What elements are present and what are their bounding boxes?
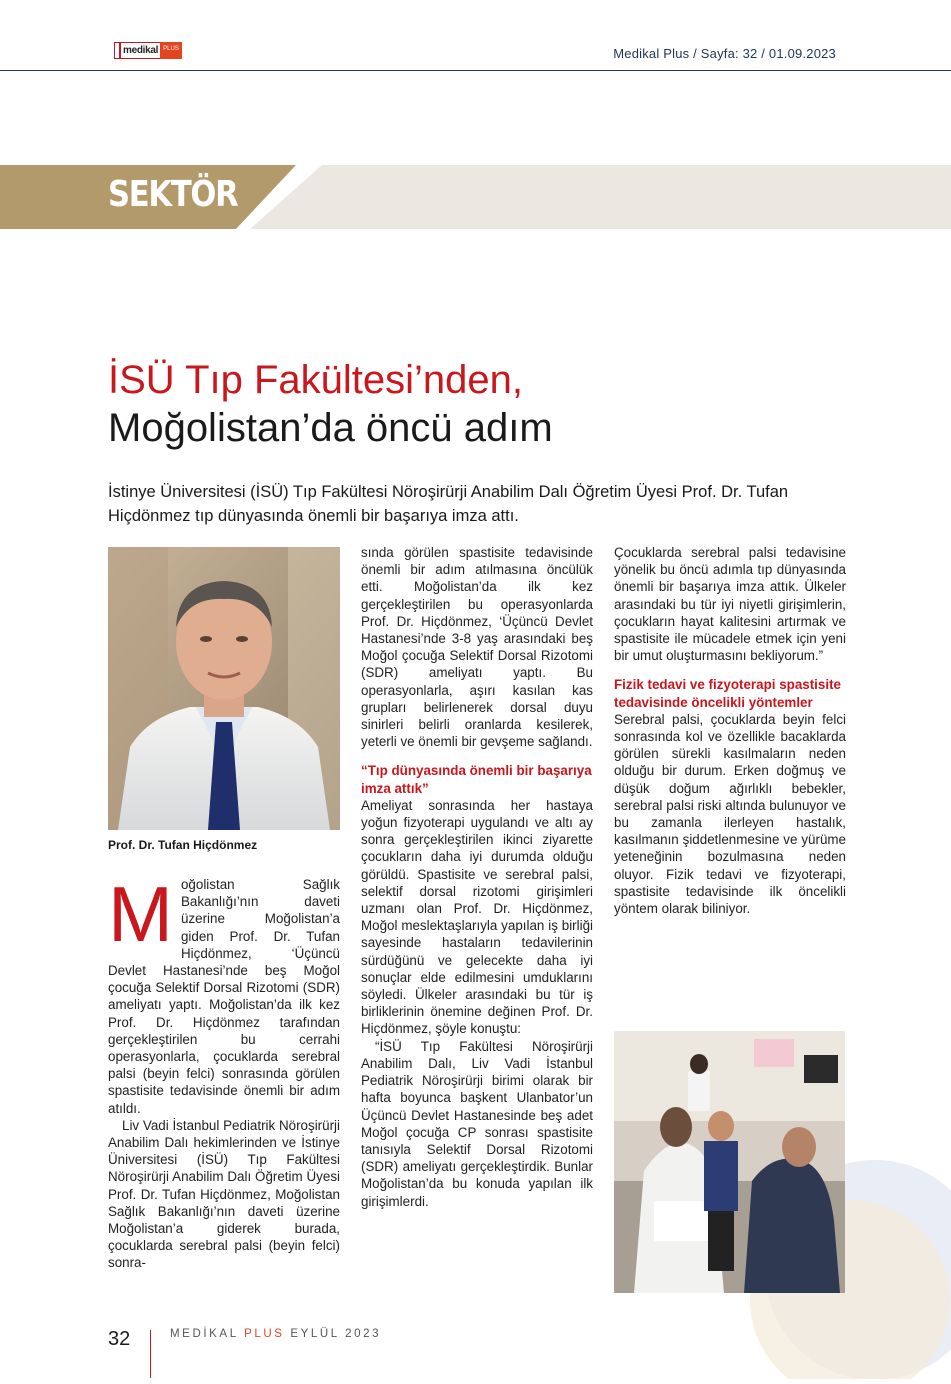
footer-issue: EYLÜL 2023 xyxy=(290,1328,382,1340)
article-title-line1: İSÜ Tıp Fakültesi’nden, xyxy=(108,358,524,402)
top-header-bar xyxy=(0,0,951,71)
footer-magazine-name: MEDİKAL xyxy=(170,1328,239,1340)
drop-cap: M xyxy=(108,870,173,958)
section-label: SEKTÖR xyxy=(108,174,238,215)
column1-paragraph1 xyxy=(108,870,340,1117)
page-info: Medikal Plus / Sayfa: 32 / 01.09.2023 xyxy=(613,46,836,61)
logo-sub-text: PLUS xyxy=(160,42,182,59)
column1-paragraph1-text: oğolistan Sağlık Bakanlığı’nın daveti üzerine Moğolistan’a giden Prof. Dr. Tufan Hiçdönmez, ‘Üçüncü Devlet Hastanesi’nde beş Moğol çocuğa Selektif Dorsal Rizotomi (SDR) ameliyatı yaptı. Moğolistan’da ilk kez Prof. Dr. Hiçdönmez tarafından gerçekleştirilen bu cerrahi operasyonlarla, çocuklarda serebral palsi (beyin felci) sonrasında görülen spastisite tedavisinde önemli bir adım atıldı. xyxy=(108,877,340,1116)
photo-caption: Prof. Dr. Tufan Hiçdönmez xyxy=(108,838,258,852)
article-column-1 xyxy=(108,870,340,1272)
column1-paragraph2: Liv Vadi İstanbul Pediatrik Nöroşirürji Anabilim Dalı hekimlerinden ve İstinye Üniversitesi (İSÜ) Tıp Fakültesi Nöroşirürji Anabilim Dalı Öğretim Üyesi Prof. Dr. Tufan Hiçdönmez, Moğolistan Sağlık Bakanlığı’nın daveti üzerine Moğolistan’a giderek burada, çocuklarda serebral palsi (beyin felci) sonra- xyxy=(108,1117,340,1271)
column3-paragraph1: Çocuklarda serebral palsi tedavisine yönelik bu öncü adımla tıp dünyasında önemli bir başarıya imza attık. Ülkeler arasındaki bu tür iyi niyetli girişimlerin, çocukların hayat kalitesini artırmak ve spastisite ile mücadele etmek için yeni bir umut oluşturmasını bekliyorum.” xyxy=(614,545,846,664)
article-title-line2: Moğolistan’da öncü adım xyxy=(108,406,553,450)
page-number: 32 xyxy=(108,1328,131,1350)
column3-paragraph2: Serebral palsi, çocuklarda beyin felci sonrasında kol ve özellikle bacaklarda görülen sürekli kasılmaların neden olduğu bir durum. Erken doğmuş ve düşük doğum ağırlıklı bebekler, serebral palsi riski altında bulunuyor ve bu zamanla ilerleyen hastalık, kasılmanın şiddetlenmesine ve yürüme yeteneğinin bozulmasına neden oluyor. Fizik tedavi ve fizyoterapi, spastisite tedavisinde ilk öncelikli yöntem olarak biliniyor. xyxy=(614,711,846,917)
footer-magazine xyxy=(170,1328,381,1340)
article-lead: İstinye Üniversitesi (İSÜ) Tıp Fakültesi Nöroşirürji Anabilim Dalı Öğretim Üyesi Prof. Dr. Tufan Hiçdönmez tıp dünyasında önemli bir başarıya imza attı. xyxy=(108,483,789,525)
portrait-photo xyxy=(108,547,340,830)
logo-main-text: medikal xyxy=(123,45,159,56)
column2-paragraph3: “İSÜ Tıp Fakültesi Nöroşirürji Anabilim Dalı, Liv Vadi İstanbul Pediatrik Nöroşirürji birimi olarak bir hafta boyunca başkent Ulanbator’un Üçüncü Devlet Hastanesinde beş adet Moğol çocuğa CP sonrası spastisite tanısıyla Selektif Dorsal Rizotomi (SDR) ameliyatı gerçekleştirdik. Bunlar Moğolistan’da bu konuda yapılan ilk girişimlerdi. xyxy=(361,1038,593,1209)
article-column-2 xyxy=(361,544,593,1210)
footer-divider xyxy=(150,1330,151,1378)
column2-paragraph2: Ameliyat sonrasında her hastaya yoğun fizyoterapi uygulandı ve altı ay sonra gerçekleştirilen ikinci ziyarette çocukların daha iyi durumda olduğu görüldü. Spastisite ve serebral palsi, selektif dorsal rizotomi girişimleri uzmanı olan Prof. Dr. Hiçdönmez, Moğol meslektaşlarıyla yapılan iş birliği sayesinde hastaların tedavilerinin sürdüğünü ve gelecekte daha iyi sonuçlar elde edilmesini umduklarını söyledi. Ülkeler arasındaki bu tür iş birliklerinin önemine değinen Prof. Dr. Hiçdönmez, şöyle konuştu: xyxy=(361,797,593,1037)
medikal-plus-logo xyxy=(114,42,182,59)
column2-paragraph1: sında görülen spastisite tedavisinde önemli bir adım atılmasına öncülük etti. Moğolistan’da ilk kez gerçekleştirilen bu operasyonlarda Prof. Dr. Hiçdönmez, ‘Üçüncü Devlet Hastanesi’nde 3-8 yaş arasındaki beş Moğol çocuğa Selektif Dorsal Rizotomi (SDR) ameliyatı yaptı. Bu operasyonlarla, aşırı kasılan kas grupları belirlenerek dorsal duyu sinirleri belirli oranlarda kesilerek, yeterli ve önemli bir gevşeme sağlandı. xyxy=(361,545,593,750)
column3-subheading: Fizik tedavi ve fizyoterapi spastisite tedavisinde öncelikli yöntemler xyxy=(614,677,841,710)
column2-subheading: “Tıp dünyasında önemli bir başarıya imza attık” xyxy=(361,763,592,796)
clinic-photo xyxy=(614,1031,845,1293)
article-column-3 xyxy=(614,544,846,917)
footer-magazine-plus: PLUS xyxy=(244,1328,285,1340)
